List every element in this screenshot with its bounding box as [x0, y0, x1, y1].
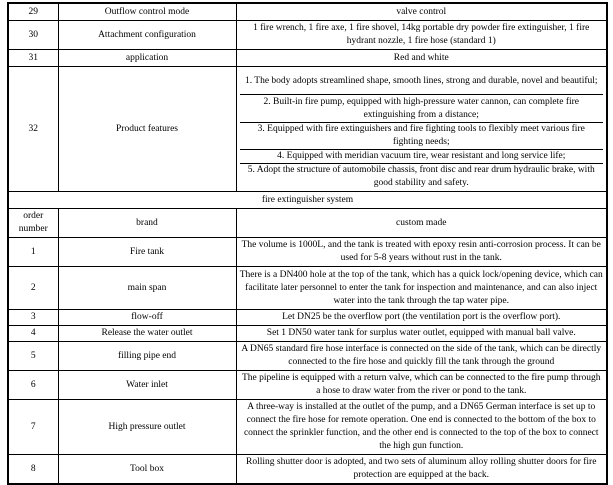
item-label-cell: Fire tank [58, 238, 236, 267]
feature-item-2: 2. Built-in fire pump, equipped with high-pressure water cannon, can complete fire extinguishing from a distance; [240, 94, 604, 122]
order-number-cell: 6 [8, 371, 58, 400]
product-spec-table [7, 2, 608, 485]
item-label-cell: flow-off [58, 310, 236, 326]
order-number-cell: 32 [8, 67, 58, 192]
item-label-cell: Release the water outlet [58, 326, 236, 342]
table-row-6 [8, 371, 607, 400]
item-label-cell: filling pipe end [58, 342, 236, 371]
feature-item-4: 4. Equipped with meridian vacuum tire, wear resistant and long service life; [240, 149, 604, 163]
item-value-cell: Set 1 DN50 water tank for surplus water outlet, equipped with manual ball valve. [236, 326, 607, 342]
item-label-cell: Product features [58, 67, 236, 192]
item-value-cell: Red and white [236, 50, 607, 67]
order-number-cell: 31 [8, 50, 58, 67]
section-header-row [8, 209, 607, 238]
item-label-cell: Tool box [58, 455, 236, 485]
item-label-cell: application [58, 50, 236, 67]
feature-item-3: 3. Equipped with fire extinguishers and fire fighting tools to flexibly meet various fire fighting needs; [240, 122, 604, 149]
table-row-1 [8, 238, 607, 267]
table-row-5 [8, 342, 607, 371]
item-label-cell: Outflow control mode [58, 3, 236, 21]
order-number-cell: 4 [8, 326, 58, 342]
item-value-cell: The pipeline is equipped with a return valve, which can be connected to the fire pump through a hose to draw water from the river or pond to the tank. [236, 371, 607, 400]
table-row-8 [8, 455, 607, 485]
item-value-cell: There is a DN400 hole at the top of the tank, which has a quick lock/opening device, which can facilitate later personnel to enter the tank for inspection and maintenance, and can also inject water into the tank through the tap water pipe. [236, 267, 607, 310]
column-header-order-number: order number [8, 209, 58, 238]
section-title: fire extinguisher system [8, 192, 607, 209]
item-value-cell: A three-way is installed at the outlet of the pump, and a DN65 German interface is set up to connect the fire hose for remote operation. One end is connected to the bottom of the box to connect the sprinkler function, and the other end is connected to the top of the box to connect the high gun function. [236, 400, 607, 455]
item-label-cell: High pressure outlet [58, 400, 236, 455]
table-row-29 [8, 3, 607, 21]
item-label-cell: Water inlet [58, 371, 236, 400]
item-label-cell: main span [58, 267, 236, 310]
table-row-3 [8, 310, 607, 326]
item-value-cell: Let DN25 be the overflow port (the ventilation port is the overflow port). [236, 310, 607, 326]
order-number-cell: 3 [8, 310, 58, 326]
order-number-cell: 7 [8, 400, 58, 455]
table-row-7 [8, 400, 607, 455]
product-features-list [236, 67, 607, 192]
table-row-4 [8, 326, 607, 342]
item-label-cell: Attachment configuration [58, 21, 236, 50]
order-number-cell: 29 [8, 3, 58, 21]
item-value-cell: 1 fire wrench, 1 fire axe, 1 fire shovel, 14kg portable dry powder fire extinguisher, 1 fire hydrant nozzle, 1 fire hose (standard 1) [236, 21, 607, 50]
order-number-cell: 5 [8, 342, 58, 371]
item-value-cell: Rolling shutter door is adopted, and two sets of aluminum alloy rolling shutter doors for fire protection are equipped at the back. [236, 455, 607, 485]
item-value-cell: valve control [236, 3, 607, 21]
table-row-32-product-features [8, 67, 607, 192]
table-row-2 [8, 267, 607, 310]
item-value-cell: A DN65 standard fire hose interface is connected on the side of the tank, which can be directly connected to the fire hose and quickly fill the tank through the ground [236, 342, 607, 371]
table-row-31 [8, 50, 607, 67]
order-number-cell: 1 [8, 238, 58, 267]
item-value-cell: The volume is 1000L, and the tank is treated with epoxy resin anti-corrosion process. It can be used for 5-8 years without rust in the tank. [236, 238, 607, 267]
order-number-cell: 30 [8, 21, 58, 50]
feature-item-5: 5. Adopt the structure of automobile chassis, front disc and rear drum hydraulic brake, with good stability and safety. [240, 163, 604, 190]
section-title-row [8, 192, 607, 209]
feature-item-1: 1. The body adopts streamlined shape, smooth lines, strong and durable, novel and beautiful; [244, 75, 598, 86]
order-number-cell: 8 [8, 455, 58, 485]
column-header-brand: brand [58, 209, 236, 238]
order-number-cell: 2 [8, 267, 58, 310]
column-header-custom-made: custom made [236, 209, 607, 238]
table-row-30 [8, 21, 607, 50]
